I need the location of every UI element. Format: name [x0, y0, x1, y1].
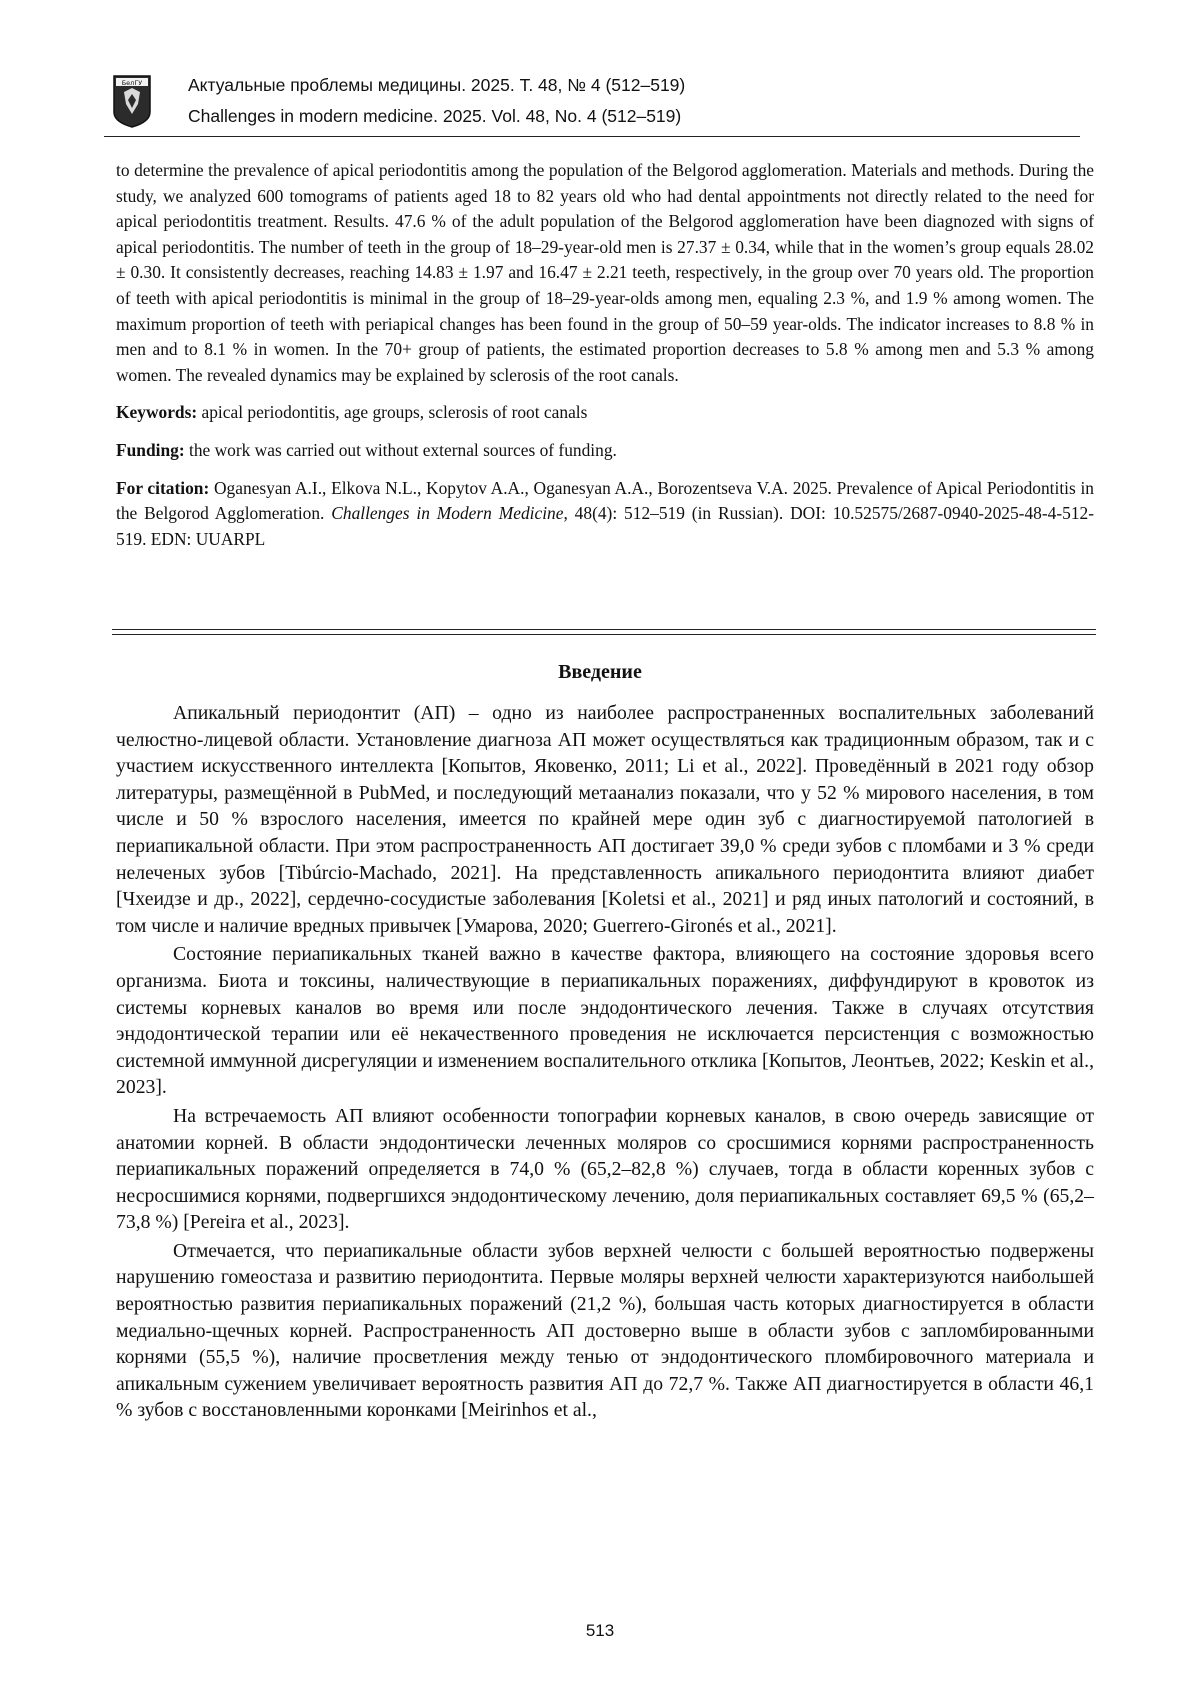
- citation-journal: Challenges in Modern Medicine: [331, 503, 564, 524]
- section-divider: [112, 629, 1096, 635]
- citation-line: [116, 476, 1094, 553]
- citation-main: Oganesyan A.I., Elkova N.L., Kopytov A.A., Oganesyan A.A., Borozentseva V.A. 2025. Prevalence of Apical Periodontitis in the Belgorod Agglomeration.: [116, 477, 1094, 524]
- citation-tail: , 48(4): 512–519 (in Russian). DOI: 10.52575/2687-0940-2025-48-4-512-519. EDN: UUARPL: [116, 503, 1095, 549]
- logo-text: БелГУ: [121, 79, 143, 87]
- keywords-value: apical periodontitis, age groups, sclerosis of root canals: [201, 402, 588, 423]
- intro-body: [116, 700, 1094, 1426]
- funding-label: Funding:: [116, 439, 185, 460]
- keywords-label: Keywords:: [116, 402, 198, 423]
- intro-paragraph: На встречаемость АП влияют особенности топографии корневых каналов, в свою очередь зависящие от анатомии корней. В области эндодонтически леченных моляров со сросшимися корнями распространенность периапикальных поражений определяется в 74,0 % (65,2–82,8 %) случаев, тогда в области коренных зубов с несросшимися корнями, подвергшихся эндодонтическому лечению, доля периапикальных составляет 69,5 % (65,2–73,8 %) [Pereira et al., 2023].: [116, 1104, 1094, 1234]
- journal-title-ru: Актуальные проблемы медицины. 2025. Т. 48, № 4 (512–519): [188, 75, 686, 95]
- intro-paragraph: Состояние периапикальных тканей важно в качестве фактора, влияющего на состояние здоровья всего организма. Биота и токсины, наличествующие в периапикальных поражениях, диффундируют в кровоток из системы корневых каналов во время или после эндодонтического лечения. Также в случаях отсутствия эндодонтической терапии или её некачественного проведения не исключается персистенция с возможностью системной иммунной дисрегуляции и изменением воспалительного отклика [Копытов, Леонтьев, 2022; Keskin et al., 2023].: [116, 943, 1094, 1099]
- section-title: Введение: [558, 661, 642, 683]
- intro-paragraph: Отмечается, что периапикальные области зубов верхней челюсти с большей вероятностью подвержены нарушению гомеостаза и развитию периодонтита. Первые моляры верхней челюсти характеризуются наибольшей вероятностью развития периапикальных поражений (21,2 %), большая часть которых диагностируется в области медиально-щечных корней. Распространенность АП достоверно выше в области зубов с запломбированными корнями (55,5 %), наличие просветления между тенью от эндодонтического пломбировочного материала и апикальным сужением увеличивает вероятность развития АП до 72,7 %. Также АП диагностируется в области 46,1 % зубов с восстановленными коронками [Meirinhos et al.,: [116, 1239, 1094, 1422]
- abstract-block: [116, 158, 1094, 564]
- page-number: 513: [585, 1621, 615, 1640]
- keywords-line: [116, 400, 1094, 426]
- citation-label: For citation:: [116, 477, 210, 498]
- university-logo-icon: [112, 74, 152, 128]
- journal-title-en: Challenges in modern medicine. 2025. Vol. 48, No. 4 (512–519): [188, 106, 682, 126]
- intro-paragraph: Апикальный периодонтит (АП) – одно из наиболее распространенных воспалительных заболеваний челюстно-лицевой области. Установление диагноза АП может осуществляться как традиционным образом, так и с участием искусственного интеллекта [Копытов, Яковенко, 2011; Li et al., 2022]. Проведённый в 2021 году обзор литературы, размещённой в PubMed, и последующий метаанализ показали, что у 52 % мирового населения, в том числе и 50 % взрослого населения, имеется по крайней мере один зуб с диагностируемой патологией в периапикальной области. При этом распространенность АП достигает 39,0 % среди зубов с пломбами и 3 % среди нелеченых зубов [Tibúrcio-Machado, 2021]. На представленность апикального периодонтита влияют диабет [Чхеидзе и др., 2022], сердечно-сосудистые заболевания [Koletsi et al., 2021] и ряд иных патологий и состояний, в том числе и наличие вредных привычек [Умарова, 2020; Guerrero-Gironés et al., 2021].: [116, 702, 1094, 937]
- funding-line: [116, 438, 1094, 464]
- abstract-text: to determine the prevalence of apical periodontitis among the population of the Belgorod agglomeration. Materials and methods. During the study, we analyzed 600 tomograms of patients aged 18 to 82 years old who had dental appointments not directly related to the need for apical periodontitis treatment. Results. 47.6 % of the adult population of the Belgorod agglomeration have been diagnozed with signs of apical periodontitis. The number of teeth in the group of 18–29-year-old men is 27.37 ± 0.34, while that in the women’s group equals 28.02 ± 0.30. It consistently decreases, reaching 14.83 ± 1.97 and 16.47 ± 2.21 teeth, respectively, in the group over 70 years old. The proportion of teeth with apical periodontitis is minimal in the group of 18–29-year-olds among men, equaling 2.3 %, and 1.9 % among women. The maximum proportion of teeth with periapical changes has been found in the group of 50–59 year-olds. The indicator increases to 8.8 % in men and to 8.1 % in women. In the 70+ group of patients, the estimated proportion decreases to 5.8 % among men and 5.3 % among women. The revealed dynamics may be explained by sclerosis of the root canals.: [116, 160, 1094, 385]
- header-rule: [104, 136, 1080, 137]
- funding-value: the work was carried out without external sources of funding.: [189, 439, 617, 460]
- page-header: [112, 70, 1080, 136]
